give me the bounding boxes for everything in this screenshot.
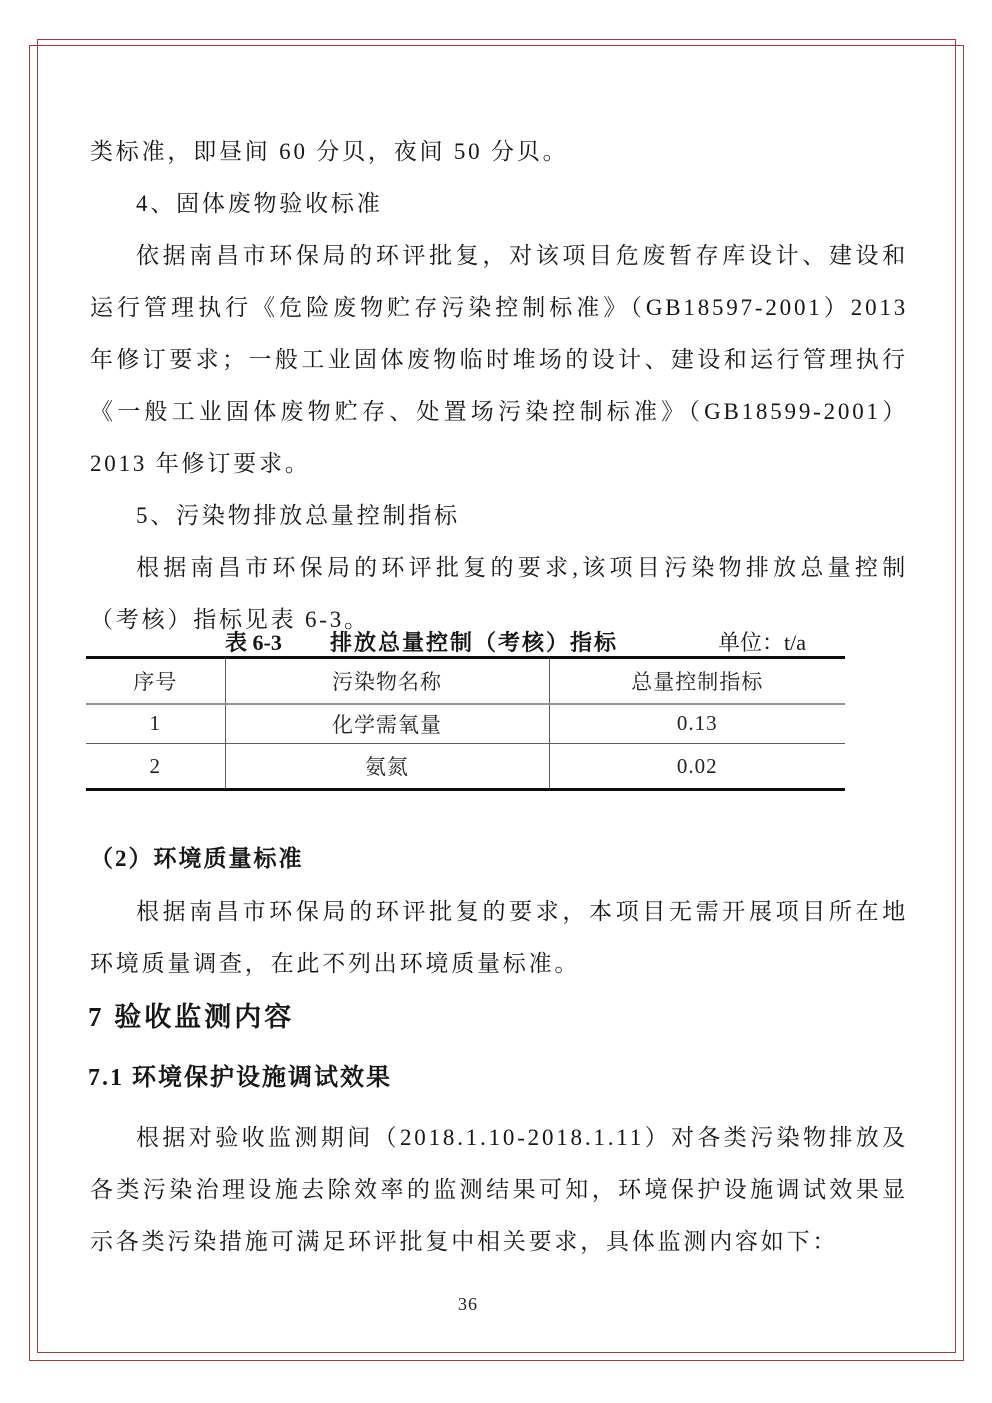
page-number: 36: [458, 1294, 478, 1314]
table-row: [86, 744, 845, 790]
paragraph-solid-waste: 依据南昌市环保局的环评批复，对该项目危废暂存库设计、建设和运行管理执行《危险废物贮存污染控制标准》（GB18597-2001）2013 年修订要求；一般工业固体废物临时堆场的设计、建设和运行管理执行《一般工业固体废物贮存、处置场污染控制标准》（GB18599-2001）2013 年修订要求。: [90, 243, 908, 476]
table-row: [86, 704, 845, 744]
cell-seq: 2: [149, 753, 161, 778]
cell-indicator: 0.13: [549, 704, 845, 744]
table-caption: [90, 628, 908, 658]
total-control-table: [86, 656, 845, 791]
cell-seq: 1: [149, 711, 161, 736]
body-text-block: [90, 126, 908, 646]
subheading-solid-waste: 4、固体废物验收标准: [136, 191, 383, 216]
subheading-total-control: 5、污染物排放总量控制指标: [136, 503, 460, 528]
paragraph-total-control: 根据南昌市环保局的环评批复的要求,该项目污染物排放总量控制（考核）指标见表 6-3。: [90, 555, 908, 632]
paragraph-env-quality: 根据南昌市环保局的环评批复的要求，本项目无需开展项目所在地环境质量调查，在此不列出环境质量标准。: [90, 899, 908, 976]
table-caption-label: 表 6-3: [225, 630, 282, 655]
table-caption-title: 排放总量控制（考核）指标: [330, 630, 619, 655]
table-header-seq: 序号: [133, 669, 178, 694]
table-header-row: [86, 658, 845, 704]
cell-indicator: 0.02: [549, 744, 845, 790]
cell-pollutant: 氨氮: [225, 744, 549, 790]
table-caption-unit: 单位：t/a: [718, 630, 806, 655]
heading-env-quality: （2）环境质量标准: [90, 846, 304, 871]
heading-chapter-7: 7 验收监测内容: [88, 1002, 295, 1032]
heading-section-7-1: 7.1 环境保护设施调试效果: [88, 1065, 392, 1091]
table-header-pollutant: 污染物名称: [225, 658, 549, 704]
paragraph-monitoring: 根据对验收监测期间（2018.1.10-2018.1.11）对各类污染物排放及各类污染治理设施去除效率的监测结果可知，环境保护设施调试效果显示各类污染措施可满足环评批复中相关要求，具体监测内容如下：: [90, 1125, 908, 1254]
paragraph-noise-standard: 类标准，即昼间 60 分贝，夜间 50 分贝。: [90, 139, 569, 164]
cell-pollutant: 化学需氧量: [225, 704, 549, 744]
table-header-indicator: 总量控制指标: [549, 658, 845, 704]
